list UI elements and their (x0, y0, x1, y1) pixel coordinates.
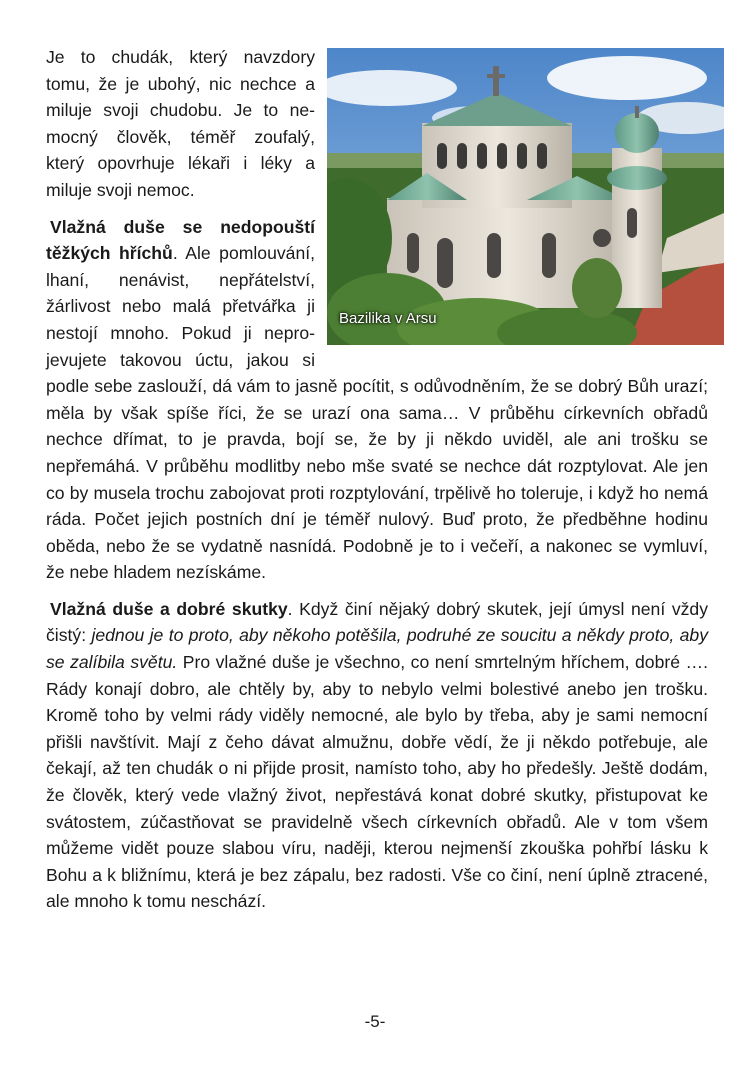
paragraph-3: Vlažná duše a dobré skutky. Když činí nějaký dobrý skutek, její úmysl není vždy čistý: jednou je to proto, aby někoho potěšila, podruhé ze soucitu a někdy proto, aby se zalíbila světu. Pro vlažné duše je všechno, co není smrtelným hříchem, dobré …. Rády konají dobro, ale chtěly by, aby to nebylo velmi bolestivé anebo jen trošku. Kromě toho by velmi rády viděly nemocné, ale bylo by třeba, aby je sami nemocní přišli navštívit. Mají z čeho dávat almužnu, dobře vědí, že ji někdo potřebuje, ale čekají, až ten chudák o ni přijde prosit, namísto toho, aby ho předešly. Ještě dodám, že člověk, který vede vlažný život, nepřestává konat dobré skutky, přistupovat ke svátostem, zúčastňovat se pravidelně všech církevních obřadů. Ale v tom všem můžeme vidět pouze slabou víru, naději, kterou nejmenší zkouška pohřbí lásku k Bohu a k bližnímu, která je bez zápalu, bez radosti. Vše co činí, není úplně ztracené, ale mnoho k tomu neschází. (46, 598, 708, 912)
paragraph-2: Vlažná duše se nedopouští těžkých hříchů. Ale pomlouvání, lhaní, nenávist, nepřátelství, žárlivost nebo malá přetvářka ji nestojí mnoho. Pokud ji neprojevujete takovou úctu, jakou si podle sebe zaslouží, dá vám to jasně pocítit, s odůvodněním, že se dobrý Bůh urazí; měla by však spíše říci, že se urazí ona sama… V průběhu církevních obřadů nechce dřímat, to je pravda, bojí se, že by ji někdo uviděl, ale ani trošku se nepřemáhá. V průběhu modlitby nebo mše svaté se nechce dát rozptylovat. Ale jen co by musela trochu zabojovat proti rozptylování, trpělivě ho toleruje, i když ho nemá ráda. Počet jejich postních dní je téměř nulový. Buď proto, že předběhne hodinu oběda, nebo že se vydatně nasnídá. Podobně je to i večeří, a nakonec se vymluví, že nebe hladem nezískáme. (46, 216, 708, 583)
paragraph-3-heading: Vlažná duše a dobré skutky (50, 598, 288, 619)
figure-caption: Bazilika v Arsu (339, 310, 437, 328)
page-number: -5- (364, 1012, 386, 1031)
paragraph-2-heading: Vlažná duše se nedopouští těžkých hříchů (46, 216, 315, 264)
basilica-photo (327, 48, 724, 345)
basilica-figure (327, 48, 724, 345)
paragraph-3-italic: jednou je to proto, aby někoho potěšila, podruhé ze soucitu a někdy proto, aby se zalíbila světu. (46, 625, 708, 673)
paragraph-1: Je to chudák, který navzdory tomu, že je ubohý, nic nechce a miluje svoji chudobu. Je to nemocný člověk, téměř zoufalý, který opovrhuje lékaři i léky a miluje svoji nemoc. (46, 47, 315, 200)
body-text (46, 44, 708, 915)
